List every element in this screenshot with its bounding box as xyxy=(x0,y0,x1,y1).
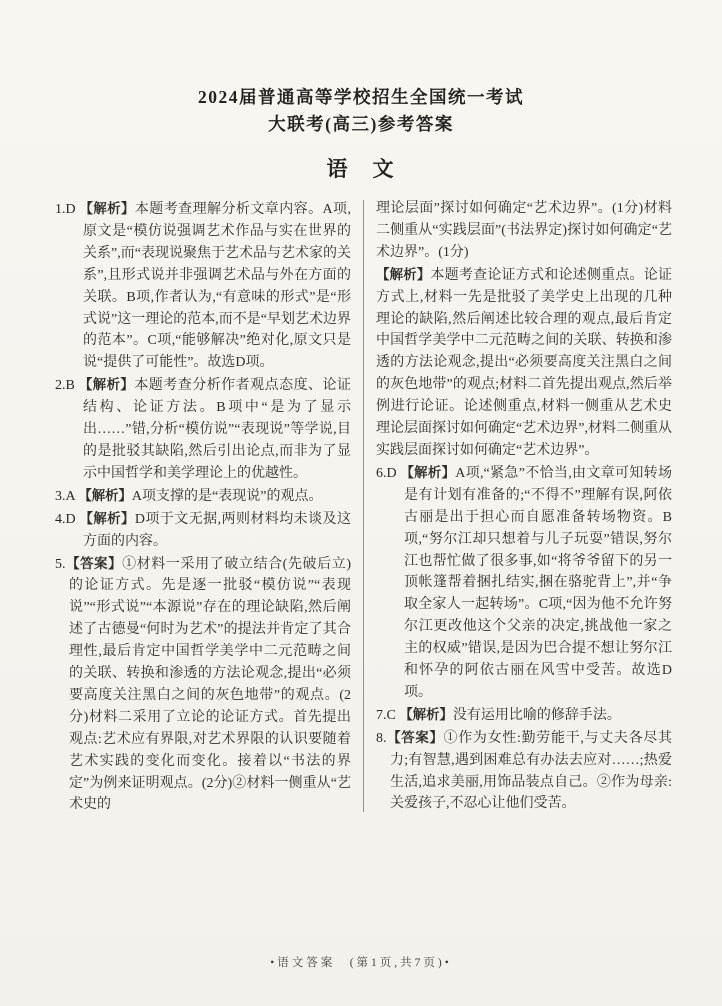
item-8-number: 8. xyxy=(376,730,387,746)
item-7-text: 没有运用比喻的修辞手法。 xyxy=(452,707,621,723)
item-5-tag: 【答案】 xyxy=(65,555,123,571)
item-2-number: 2.B xyxy=(55,378,79,394)
item-8-tag: 【答案】 xyxy=(386,729,444,745)
item-6-number: 6.D xyxy=(376,465,401,481)
item-6-tag: 【解析】 xyxy=(400,464,456,480)
item-1-number: 1.D xyxy=(55,202,80,217)
item-1-tag: 【解析】 xyxy=(79,201,135,216)
item-2-text: 本题考查分析作者观点态度、论证结构、论证方法。B项中“是为了显示出……”错,分析“模仿说”“表现说”等学说,目的是批驳其缺陷,然后引出论点,而非为了显示中国哲学和美学理论上的优越性。 xyxy=(83,378,352,481)
item-5-analysis-text: 本题考查论证方式和论述侧重点。论证方式上,材料一先是批驳了美学史上出现的几种理论的缺陷,然后阐述比较合理的观点,最后肯定中国哲学美学中二元范畴之间的关联、转换和渗透的方法论观念,提出“必须要高度关注黑白之间的灰色地带”的观点;材料二首先提出观点,然后举例进行论证。论述侧重点,材料一侧重从艺术史理论层面探讨如何确定“艺术边界”,材料二侧重从实践层面探讨如何确定“艺术边界”。 xyxy=(376,267,673,458)
answer-body xyxy=(55,198,672,816)
exam-title-line-1: 2024届普通高等学校招生全国统一考试 xyxy=(198,87,524,107)
answer-item-1 xyxy=(55,198,351,374)
item-4-tag: 【解析】 xyxy=(79,510,135,526)
item-3-tag: 【解析】 xyxy=(78,487,132,503)
item-6-text: A项,“紧急”不恰当,由文章可知转场是有计划有准备的;“不得不”理解有误,阿依古丽是出于担心而自愿准备转场物资。B项,“努尔江却只想着与儿子玩耍”错误,努尔江也帮忙做了很多事,如“将爷爷留下的另一顶帐篷帮着捆扎结实,捆在骆驼背上”,并“争取全家人一起转场”。C项,“因为他不允许努尔江更改他这个父亲的决定,挑战他一家之主的权威”错误,是因为巴合提不想让努尔江和怀孕的阿依古丽在风雪中受苦。故选D项。 xyxy=(404,465,672,700)
answer-item-4 xyxy=(55,508,351,553)
answer-item-2 xyxy=(55,374,351,485)
page-footer: •语文答案 (第1页,共7页)• xyxy=(270,957,452,969)
item-5-number: 5. xyxy=(55,556,66,572)
item-5-analysis-tag: 【解析】 xyxy=(376,266,431,282)
item-2-tag: 【解析】 xyxy=(78,377,135,393)
answer-item-3 xyxy=(55,485,351,508)
answer-item-5-analysis xyxy=(376,264,672,462)
item-3-number: 3.A xyxy=(55,488,79,504)
subject-title: 语 文 xyxy=(326,157,396,181)
document-header xyxy=(0,0,722,183)
answer-item-6 xyxy=(376,462,672,704)
answer-item-8 xyxy=(376,727,672,816)
column-divider xyxy=(363,200,364,812)
item-7-number: 7.C xyxy=(376,707,400,723)
item-7-tag: 【解析】 xyxy=(399,706,453,722)
item-4-number: 4.D xyxy=(55,511,80,527)
answer-item-7 xyxy=(376,704,672,727)
left-column xyxy=(55,198,351,816)
right-column xyxy=(376,198,672,816)
answer-item-5 xyxy=(55,553,351,817)
item-4-text: D项于文无据,两则材料均未谈及这方面的内容。 xyxy=(83,511,351,549)
item-5-text: ①材料一采用了破立结合(先破后立)的论证方式。先是逐一批驳“模仿说”“表现说”“形式说”“本源说”存在的理论缺陷,然后阐述了古德曼“何时为艺术”的提法并肯定了其合理性,最后肯定中国哲学美学中二元范畴之间的关联、转换和渗透的方法论观念,提出“必须要高度关注黑白之间的灰色地带”的观点。(2分)材料二采用了立论的论证方式。首先提出观点:艺术应有界限,对艺术界限的认识要随着艺术实践的变化而变化。接着以“书法的界定”为例来证明观点。(2分)②材料一侧重从“艺术史的 xyxy=(69,556,352,813)
answer-item-5-continuation xyxy=(376,198,672,264)
item-5-continuation-text: 理论层面”探讨如何确定“艺术边界”。(1分)材料二侧重从“实践层面”(书法界定)探讨如何确定“艺术边界”。(1分) xyxy=(376,201,672,260)
item-3-text: A项支撑的是“表现说”的观点。 xyxy=(131,488,323,504)
exam-title-line-2: 大联考(高三)参考答案 xyxy=(268,114,454,134)
item-1-text: 本题考查理解分析文章内容。A项,原文是“模仿说强调艺术作品与实在世界的关系”,而“表现说聚焦于艺术品与艺术家的关系”,且形式说并非强调艺术品与外在方面的关联。B项,作者认为,“有意味的形式”是“形式说”这一理论的范本,而不是“早划艺术边界的范本”。C项,“能够解决”绝对化,原文只是说“提供了可能性”。故选D项。 xyxy=(83,202,351,371)
item-8-text: ①作为女性:勤劳能干,与丈夫各尽其力;有智慧,遇到困难总有办法去应对……;热爱生活,追求美丽,用饰品装点自己。②作为母亲:关爱孩子,不忍心让他们受苦。 xyxy=(390,730,673,812)
